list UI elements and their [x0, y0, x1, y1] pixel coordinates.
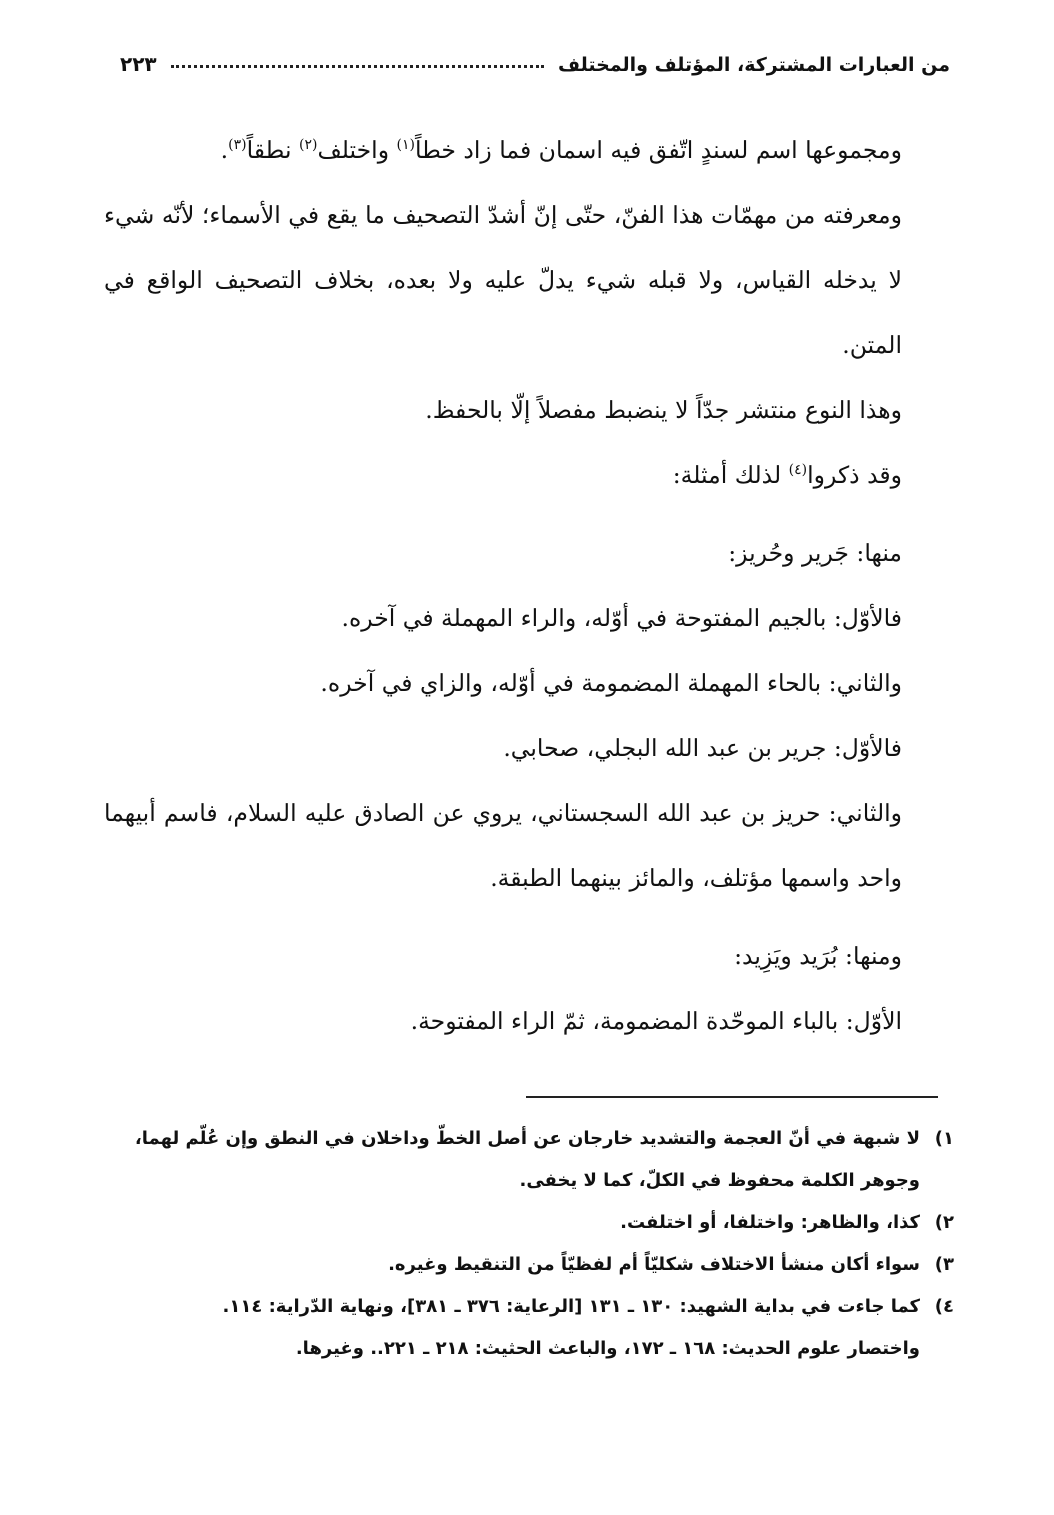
paragraph-1: ومجموعها اسم لسندٍ اتّفق فيه اسمان فما زاد خطاً$^{(١)}$ واختلف$^{(٢)}$ نطقاً$^{(٣)}$. — [220, 136, 902, 164]
footnote-4: ٤)كما جاءت في بداية الشهيد: ١٣٠ ـ ١٣١ [الرعاية: ٣٧٦ ـ ٣٨١]، ونهاية الدّراية: ١١٤. — [222, 1296, 954, 1317]
footnotes — [104, 1118, 954, 1370]
footnote-ref-1: (١) — [396, 137, 415, 154]
example-1-second-person: والثاني: حريز بن عبد الله السجستاني، يروي عن الصادق عليه السلام، فاسم أبيهما واحد واسمها مؤتلف، والمائز بينهما الطبقة. — [104, 799, 902, 892]
footnote-1-continued: وجوهر الكلمة محفوظ في الكلّ، كما لا يخفى. — [519, 1170, 920, 1191]
footnote-4-continued: واختصار علوم الحديث: ١٦٨ ـ ١٧٢، والباعث الحثيث: ٢١٨ ـ ٢٢١.. وغيرها. — [295, 1338, 920, 1359]
main-text — [104, 118, 954, 1054]
example-2-heading: ومنها: بُرَيد ويَزِيد: — [734, 942, 902, 970]
footnote-ref-4: (٤) — [788, 462, 808, 479]
paragraph-4: وقد ذكروا$^{(٤)}$ لذلك أمثلة: — [672, 461, 902, 489]
running-header — [120, 36, 950, 76]
example-1-second: والثاني: بالحاء المهملة المضمومة في أوّله، والزاي في آخره. — [320, 669, 902, 697]
footnote-ref-2: (٢) — [298, 137, 318, 154]
header-title: من العبارات المشتركة، المؤتلف والمختلف — [557, 54, 950, 76]
example-1-heading: منها: جَرير وحُريز: — [728, 539, 902, 567]
footnote-ref-3: (٣) — [228, 137, 247, 154]
header-leader-dots — [171, 65, 544, 68]
example-1-first-person: فالأوّل: جرير بن عبد الله البجلي، صحابي. — [503, 734, 902, 762]
example-2-first: الأوّل: بالباء الموحّدة المضمومة، ثمّ الراء المفتوحة. — [410, 1007, 902, 1035]
footnote-2: ٢)كذا، والظاهر: واختلفا، أو اختلفت. — [620, 1212, 954, 1233]
footnote-divider — [526, 1096, 938, 1098]
footnote-1: ١)لا شبهة في أنّ العجمة والتشديد خارجان عن أصل الخطّ وداخلان في النطق وإن عُلّم لهما، — [134, 1128, 954, 1149]
paragraph-3: وهذا النوع منتشر جدّاً لا ينضبط مفصلاً إلّا بالحفظ. — [425, 396, 902, 424]
example-1-first: فالأوّل: بالجيم المفتوحة في أوّله، والراء المهملة في آخره. — [341, 604, 902, 632]
paragraph-2: ومعرفته من مهمّات هذا الفنّ، حتّى إنّ أشدّ التصحيف ما يقع في الأسماء؛ لأنّه شيء لا يدخله القياس، ولا قبله شيء يدلّ عليه ولا بعده، بخلاف التصحيف الواقع في المتن. — [104, 201, 902, 359]
page-number: ٢٢٣ — [120, 52, 157, 76]
footnote-3: ٣)سواء أكان منشأ الاختلاف شكليّاً أم لفظيّاً من التنقيط وغيره. — [388, 1254, 954, 1275]
